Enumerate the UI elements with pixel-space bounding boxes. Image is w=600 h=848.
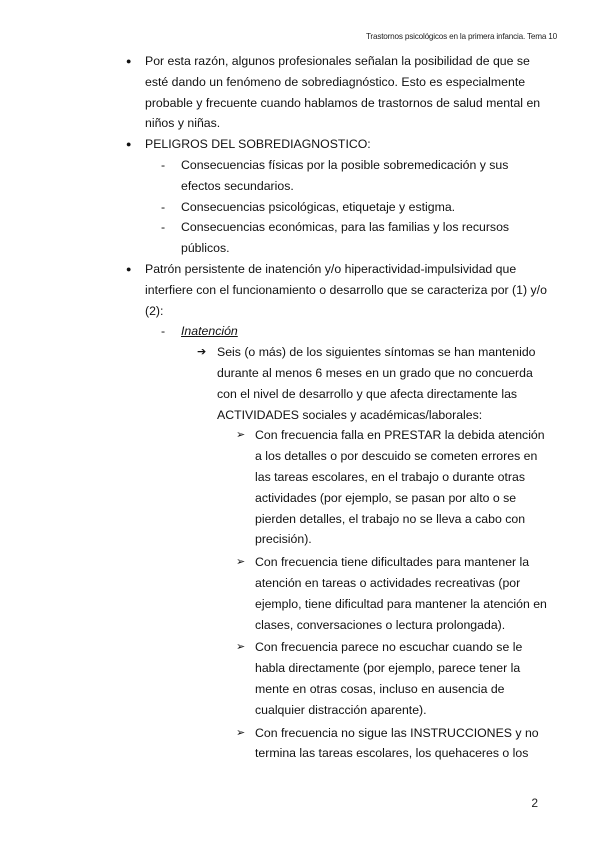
arrowhead-bullet-icon: ➢ <box>236 429 246 442</box>
item-text: Con frecuencia no sigue las INSTRUCCIONES y no termina las tareas escolares, los quehaceres o los <box>255 725 539 761</box>
dash-bullet-icon: - <box>161 324 166 339</box>
list-item <box>120 552 550 635</box>
list-item <box>120 637 550 720</box>
bullet-dot-icon: ● <box>126 139 132 150</box>
arrow-right-icon: ➔ <box>197 346 207 359</box>
body-content <box>120 51 550 764</box>
list-item <box>120 197 550 218</box>
bullet-dot-icon: ● <box>126 56 132 66</box>
dash-bullet-icon: - <box>161 199 166 214</box>
list-item <box>120 321 550 342</box>
list-item <box>120 217 550 259</box>
item-text: Por esta razón, algunos profesionales señalan la posibilidad de que se esté dando un fenómeno de sobrediagnóstico. Esto es especialmente probable y frecuente cuando hablamos de trastornos de salud mental en niños y niñas. <box>145 54 541 131</box>
item-text: Patrón persistente de inatención y/o hiperactividad-impulsividad que interfiere con el funcionamiento o desarrollo que se caracteriza por (1) y/o (2): <box>145 261 547 318</box>
running-header: Trastornos psicológicos en la primera infancia. Tema 10 <box>365 32 557 41</box>
section-heading: PELIGROS DEL SOBREDIAGNOSTICO: <box>145 137 371 152</box>
item-text: Consecuencias físicas por la posible sobremedicación y sus efectos secundarios. <box>181 157 509 193</box>
list-item <box>120 155 550 197</box>
subsection-heading-inatencion: Inatención <box>181 324 238 339</box>
list-item <box>120 259 550 321</box>
list-item <box>120 425 550 550</box>
dash-bullet-icon: - <box>161 220 166 235</box>
bullet-dot-icon: ● <box>126 263 132 274</box>
list-item <box>120 51 550 134</box>
item-text: Con frecuencia tiene dificultades para mantener la atención en tareas o actividades recreativas (por ejemplo, tiene dificultad para mantener la atención en clases, conversaciones o lectura prolongada). <box>255 555 547 632</box>
dash-bullet-icon: - <box>161 157 166 172</box>
arrowhead-bullet-icon: ➢ <box>236 641 246 654</box>
page-number: 2 <box>531 796 538 810</box>
item-text: Seis (o más) de los siguientes síntomas se han mantenido durante al menos 6 meses en un grado que no concuerda con el nivel de desarrollo y que afecta directamente las ACTIVIDADES sociales y académicas/laborales: <box>217 345 536 422</box>
list-item <box>120 342 550 425</box>
item-text: Consecuencias económicas, para las familias y los recursos públicos. <box>181 220 510 256</box>
item-text: Consecuencias psicológicas, etiquetaje y estigma. <box>181 199 456 214</box>
list-item <box>120 723 550 765</box>
arrowhead-bullet-icon: ➢ <box>236 726 246 739</box>
item-text: Con frecuencia parece no escuchar cuando se le habla directamente (por ejemplo, parece tener la mente en otras cosas, incluso en ausencia de cualquier distracción aparente). <box>255 640 523 717</box>
list-item <box>120 134 550 155</box>
arrowhead-bullet-icon: ➢ <box>236 556 246 569</box>
item-text: Con frecuencia falla en PRESTAR la debida atención a los detalles o por descuido se cometen errores en las tareas escolares, en el trabajo o durante otras actividades (por ejemplo, se pasan por alto o se pierden detalles, el trabajo no se lleva a cabo con precisión). <box>255 428 545 547</box>
